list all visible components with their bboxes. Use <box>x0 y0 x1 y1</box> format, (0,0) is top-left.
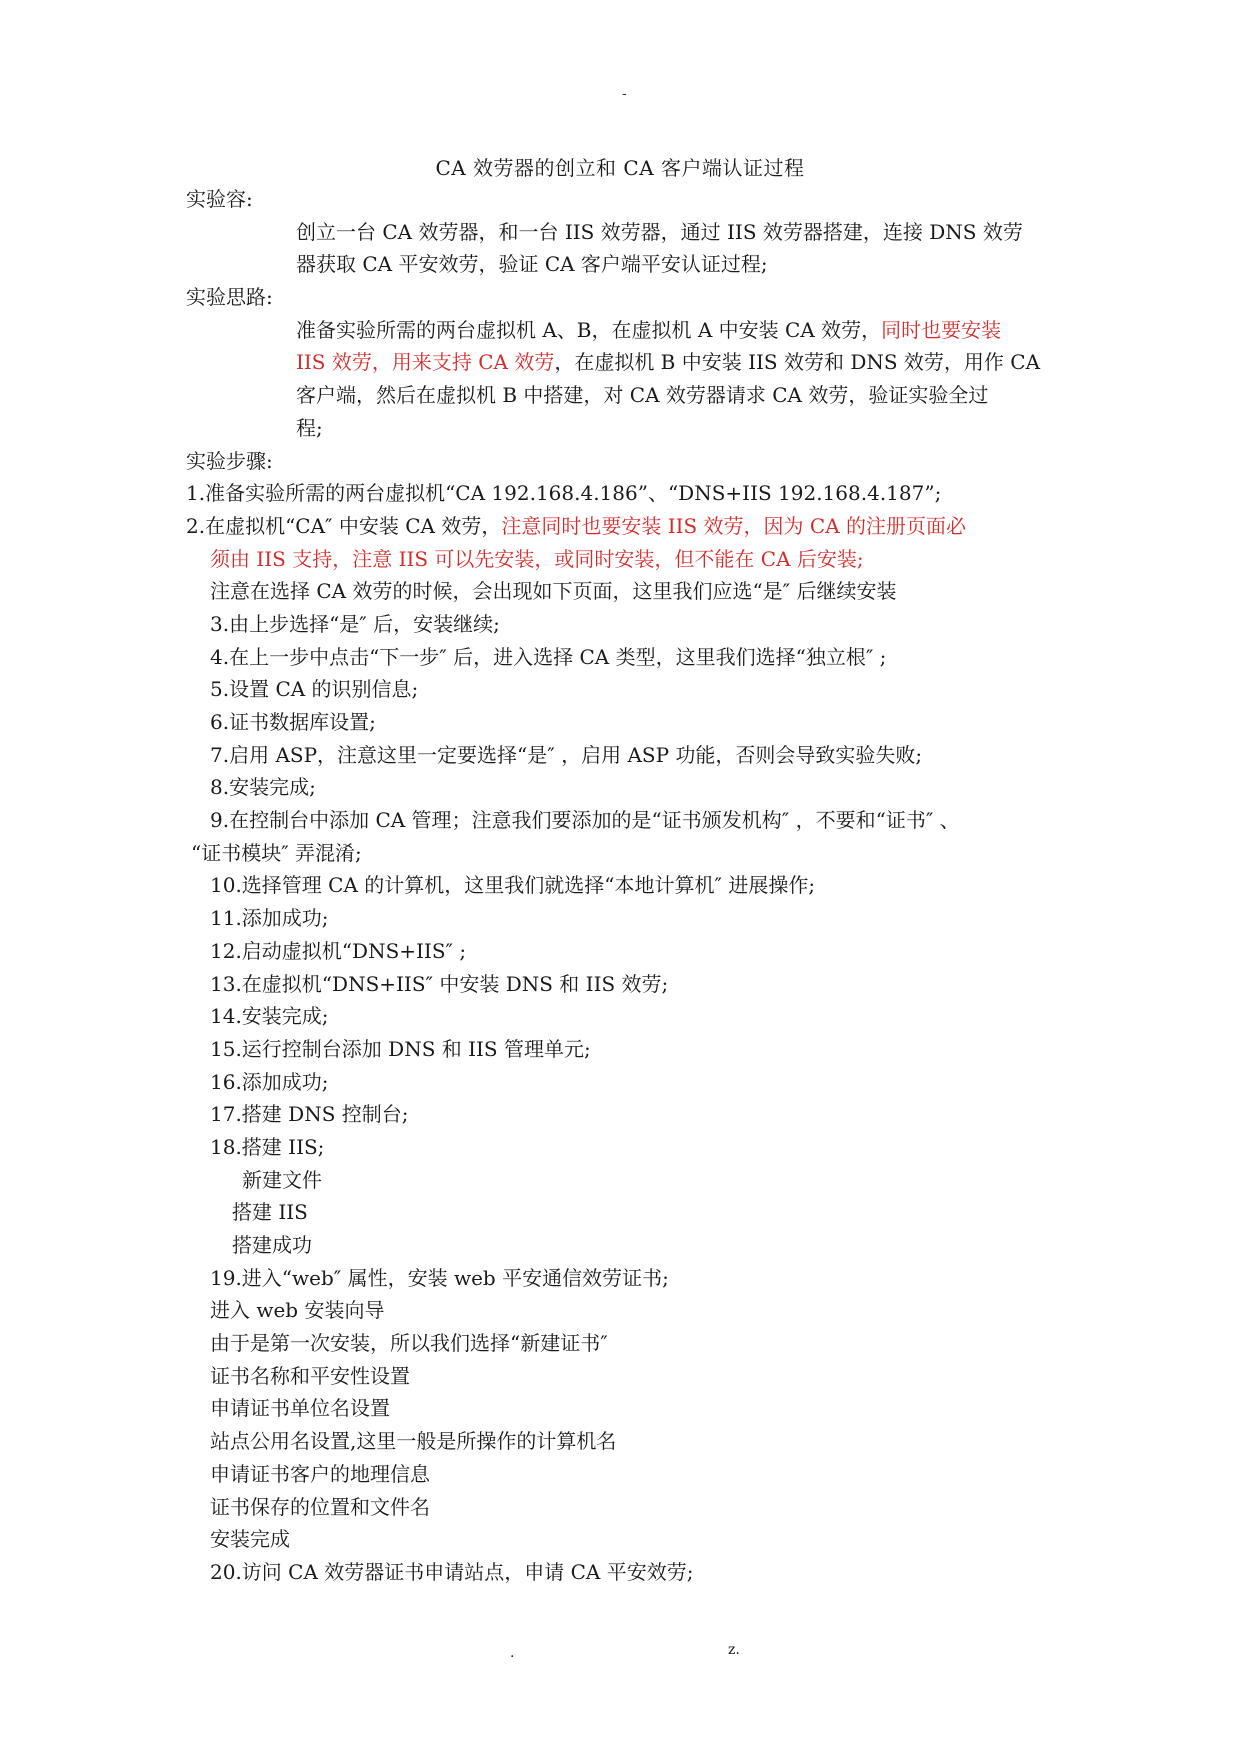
step-item: 17.搭建 DNS 控制台; <box>210 1102 409 1127</box>
step-item: 12.启动虚拟机“DNS+IIS″ ; <box>210 938 467 963</box>
paragraph-line <box>186 346 1066 379</box>
highlight-text: 须由 IIS 支持，注意 IIS 可以先安装，或同时安装，但不能在 CA 后安装; <box>210 546 864 571</box>
highlight-text: IIS 效劳，用来支持 CA 效劳 <box>296 350 555 375</box>
header-mark: - <box>622 86 627 102</box>
text-run: 2.在虚拟机“CA″ 中安装 CA 效劳， <box>186 513 502 538</box>
sub-step: 搭建成功 <box>232 1233 312 1257</box>
step-item: 8.安装完成; <box>210 775 316 800</box>
paragraph-line <box>186 314 1066 347</box>
section-heading-content: 实验容: <box>186 187 253 211</box>
sub-step: 新建文件 <box>242 1167 322 1192</box>
sub-step: 申请证书客户的地理信息 <box>210 1461 430 1486</box>
paragraph-line: 器获取 CA 平安效劳，验证 CA 客户端平安认证过程; <box>296 252 768 277</box>
sub-step: 由于是第一次安装，所以我们选择“新建证书″ <box>210 1331 608 1356</box>
step-item: 10.选择管理 CA 的计算机，这里我们就选择“本地计算机″ 进展操作; <box>210 873 816 898</box>
step-item: 5.设置 CA 的识别信息; <box>210 677 419 702</box>
footer-left-mark: . <box>510 1645 515 1661</box>
text-run: ，在虚拟机 B 中安装 IIS 效劳和 DNS 效劳，用作 CA <box>554 350 1041 375</box>
step-item: 6.证书数据库设置; <box>210 710 376 734</box>
paragraph-line: 创立一台 CA 效劳器，和一台 IIS 效劳器，通过 IIS 效劳器搭建，连接 DNS 效劳 <box>296 219 1023 244</box>
step-item: 4.在上一步中点击“下一步″ 后，进入选择 CA 类型，这里我们选择“独立根″ ; <box>210 644 887 669</box>
highlight-text: 同时也要安装 <box>881 317 1002 342</box>
step-note: 注意在选择 CA 效劳的时候，会出现如下页面，这里我们应选“是″ 后继续安装 <box>210 579 897 604</box>
text-run: 准备实验所需的两台虚拟机 A、B，在虚拟机 A 中安装 CA 效劳， <box>296 317 882 342</box>
sub-step: 证书名称和平安性设置 <box>210 1363 410 1388</box>
paragraph-line: 程; <box>296 415 323 440</box>
paragraph-line: 客户端，然后在虚拟机 B 中搭建，对 CA 效劳器请求 CA 效劳，验证实验全过 <box>296 383 989 408</box>
document-title: CA 效劳器的创立和 CA 客户端认证过程 <box>435 156 805 180</box>
sub-step: 搭建 IIS <box>232 1200 308 1225</box>
highlight-text: 注意同时也要安装 IIS 效劳，因为 CA 的注册页面必 <box>501 513 967 538</box>
sub-step: 站点公用名设置,这里一般是所操作的计算机名 <box>210 1429 617 1454</box>
section-heading-approach: 实验思路: <box>186 285 273 310</box>
step-item: 13.在虚拟机“DNS+IIS″ 中安装 DNS 和 IIS 效劳; <box>210 971 669 996</box>
sub-step: 进入 web 安装向导 <box>210 1298 385 1323</box>
step-item: 1.准备实验所需的两台虚拟机“CA 192.168.4.186”、“DNS+IIS 192.168.4.187”; <box>186 481 942 506</box>
step-item: 14.安装完成; <box>210 1004 329 1029</box>
step-item <box>186 510 1066 543</box>
step-item: 20.访问 CA 效劳器证书申请站点，申请 CA 平安效劳; <box>210 1559 694 1584</box>
step-item: 11.添加成功; <box>210 906 329 931</box>
sub-step: 安装完成 <box>210 1527 290 1552</box>
step-item: 18.搭建 IIS; <box>210 1134 325 1159</box>
step-item: 9.在控制台中添加 CA 管理；注意我们要添加的是“证书颁发机构″ ，不要和“证书″ 、 <box>210 808 960 833</box>
step-item: 7.启用 ASP，注意这里一定要选择“是″ ，启用 ASP 功能，否则会导致实验失败; <box>210 742 923 767</box>
document-body <box>186 183 1066 1589</box>
step-continuation: “证书模块″ 弄混淆; <box>191 840 362 865</box>
step-item: 19.进入“web″ 属性，安装 web 平安通信效劳证书; <box>210 1265 669 1290</box>
step-item: 15.运行控制台添加 DNS 和 IIS 管理单元; <box>210 1036 591 1061</box>
step-item: 3.由上步选择“是″ 后，安装继续; <box>210 611 500 636</box>
sub-step: 申请证书单位名设置 <box>210 1396 390 1421</box>
footer-right-mark: z. <box>728 1642 740 1658</box>
step-item: 16.添加成功; <box>210 1069 329 1094</box>
sub-step: 证书保存的位置和文件名 <box>210 1494 430 1519</box>
section-heading-steps: 实验步骤: <box>186 448 273 473</box>
